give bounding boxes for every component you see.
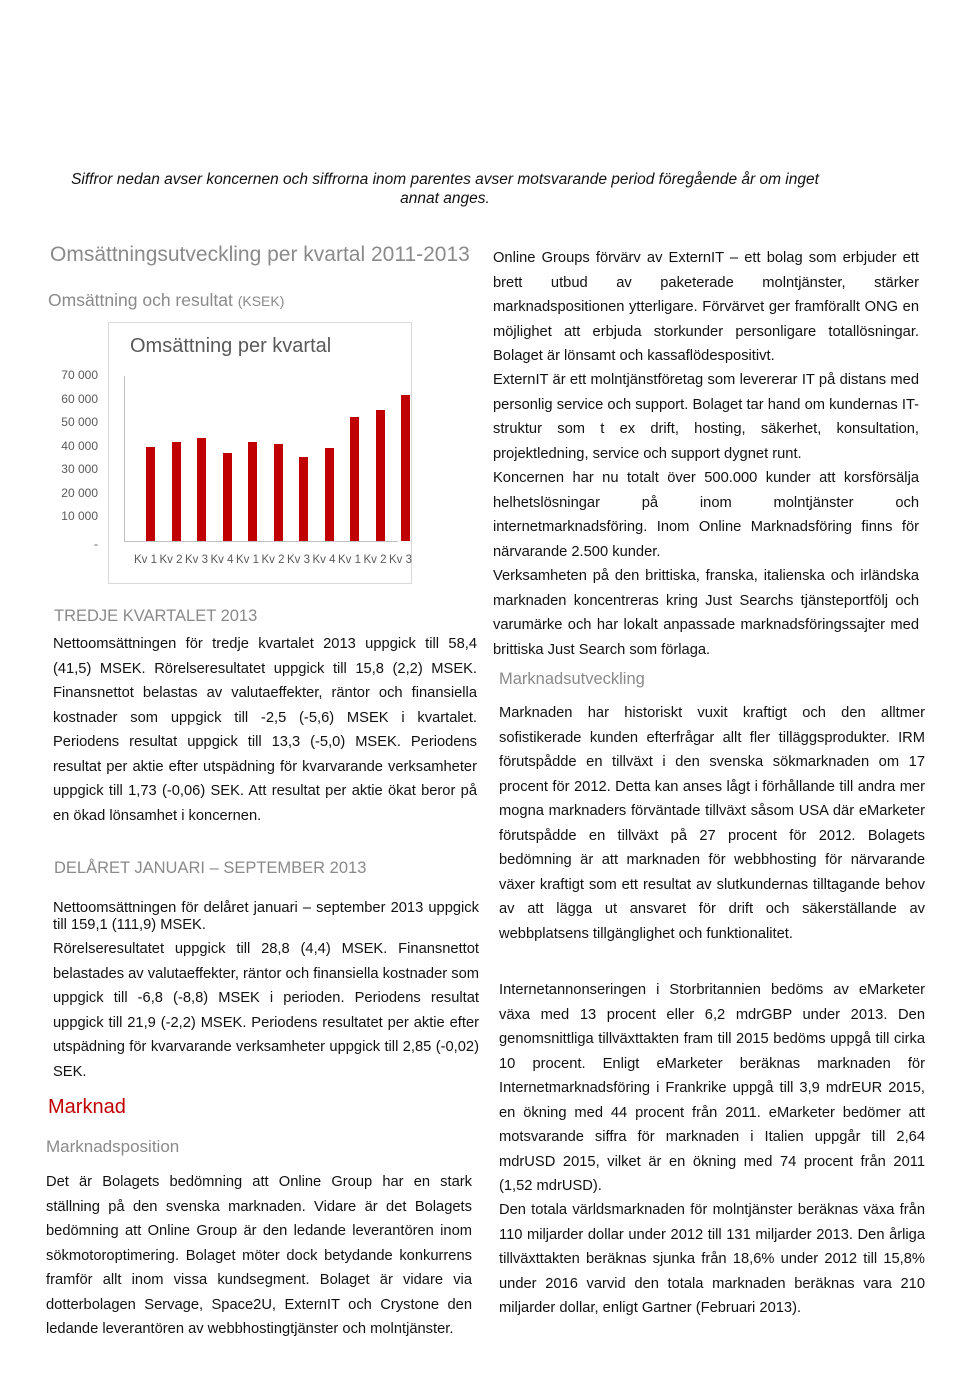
x-tick-label: Kv 3 <box>389 554 413 566</box>
marknadsposition-heading: Marknadsposition <box>46 1137 180 1156</box>
marknadsutveckling-heading: Marknadsutveckling <box>499 670 645 688</box>
x-tick-label: Kv 2 <box>159 554 183 566</box>
y-tick-label: 70 000 <box>61 368 98 382</box>
y-axis-line <box>124 376 125 541</box>
right-paragraph-5: Marknaden har historiskt vuxit kraftigt och den alltmer sofistikerade kunden efterfrågar allt fler tilläggsprodukter. IRM förutspådde en tillväxt i den svenska sökmarknaden om 17 procent för 2012. Detta kan anses lågt i förhållande till andra mer mogna marknaders förväntade tillväxt såsom USA där eMarketer förutspådde en tillväxt på 27 procent för 2012. Bolagets bedömning är att marknaden för webbhosting för närvarande växer kraftigt som ett resultat av slutkundernas tilltagande behov av att lägga ut ansvaret för drift och säkerställande av webbplatsens tillgänglighet och funktionalitet. <box>499 705 925 942</box>
y-tick-label: 10 000 <box>61 509 98 524</box>
x-tick-label: Kv 3 <box>287 554 311 566</box>
right-paragraph-7: Den totala världsmarknaden för molntjänster beräknas växa från 110 miljarder dollar under 2012 till 131 miljarder 2013. Den årliga tillväxttakten beräknas sjunka från 18,6% under 2012 till 15,8% under 2016 varvid den totala marknaden beräknas vara 210 miljarder dollar, enligt Gartner (Februari 2013). <box>499 1202 925 1316</box>
bar <box>248 442 257 541</box>
x-tick-label: Kv 4 <box>312 554 336 566</box>
marknad-heading: Marknad <box>48 1096 126 1118</box>
x-tick-label: Kv 2 <box>261 554 285 566</box>
subtitle-unit: (KSEK) <box>237 293 285 309</box>
chart-title: Omsättning per kvartal <box>130 335 332 357</box>
y-tick-label: - <box>94 537 98 551</box>
right-paragraph-6: Internetannonseringen i Storbritannien bedöms av eMarketer växa med 13 procent eller 6,2 mdrGBP under 2013. Den genomsnittliga tillväxttakten fram till 2015 bedöms uppgå till cirka 10 procent. Enligt eMarketer beräknas marknaden för Internetmarknadsföring i Frankrike uppgå till 3,9 mdrEUR 2015, en ökning med 44 procent från 2011. eMarketer bedömer att motsvarande siffra för marknaden i Italien uppgår till 2,64 mdrUSD 2015, vilket är en ökning med 74 procent från 2011 (1,52 mdrUSD). <box>499 982 925 1194</box>
intro-note: Siffror nedan avser koncernen och siffrorna inom parentes avser motsvarande period föregående år om inget annat anges. <box>71 170 819 207</box>
right-paragraph-2: ExternIT är ett molntjänstföretag som levererar IT på distans med personlig service och support. Bolaget tar hand om kundernas IT-struktur som t ex drift, hosting, säkerhet, konsultation, projektledning, service och support dygnet runt. <box>493 372 919 462</box>
q3-text: Nettoomsättningen för tredje kvartalet 2013 uppgick till 58,4 (41,5) MSEK. Rörelseresultatet uppgick till 15,8 (2,2) MSEK. Finansnettot belastas av valutaeffekter, räntor och finansiella kostnader som uppgick till -2,5 (-5,6) MSEK i kvartalet. Periodens resultat uppgick till 13,3 (-5,0) MSEK. Periodens resultat per aktie efter utspädning för kvarvarande verksamheter uppgick till 1,73 (-0,06) SEK. Att resultat per aktie ökat beror på en ökad lönsamhet i koncernen. <box>53 636 477 824</box>
bar <box>401 395 410 541</box>
y-tick-label: 50 000 <box>61 415 98 430</box>
y-tick-label: 30 000 <box>61 462 98 477</box>
right-paragraph-3: Koncernen har nu totalt över 500.000 kunder att korsförsälja helhetslösningar på inom molntjänster och internetmarknadsföring. Inom Online Marknadsföring finns för närvarande 2.500 kunder. <box>493 470 919 560</box>
bar <box>172 442 181 541</box>
y-tick-label: 20 000 <box>61 485 98 500</box>
marknadsposition-text: Det är Bolagets bedömning att Online Group har en stark ställning på den svenska marknaden. Vidare är det Bolagets bedömning att Online Group är den ledande leverantören inom sökmotoroptimering. Bolaget möter dock betydande konkurrens framför allt inom vissa kundsegment. Bolaget är vidare via dotterbolagen Servage, Space2U, ExternIT och Crystone den ledande leverantören av webbhostingtjänster och molntjänster. <box>46 1174 472 1337</box>
bar <box>223 453 232 541</box>
x-axis-line <box>124 541 398 542</box>
subtitle-text: Omsättning och resultat <box>48 290 233 310</box>
section-subtitle <box>48 290 284 311</box>
q3-heading: TREDJE KVARTALET 2013 <box>54 607 258 625</box>
x-tick-label: Kv 3 <box>185 554 209 566</box>
y-tick-label: 40 000 <box>61 438 98 453</box>
bar <box>325 448 334 541</box>
x-tick-label: Kv 4 <box>210 554 234 566</box>
right-paragraph-4: Verksamheten på den brittiska, franska, italienska och irländska marknaden koncentreras kring Just Searchs tjänsteportfölj och varumärke och har lokalt anpassade marknadsföringssajter med brittiska Just Search som förlaga. <box>493 568 919 658</box>
period-text-1: Nettoomsättningen för delåret januari – september 2013 uppgick till 159,1 (111,9) MSEK. <box>53 900 479 933</box>
page-title: Omsättningsutveckling per kvartal 2011-2013 <box>50 243 470 266</box>
right-paragraph-1: Online Groups förvärv av ExternIT – ett bolag som erbjuder ett brett utbud av paketerade molntjänster, stärker marknadspositionen ytterligare. Förvärvet ger framförallt ONG en möjlighet att erbjuda storkunder personligare totallösningar. Bolaget är lönsamt och kassaflödespositivt. <box>493 250 919 364</box>
bar <box>274 444 283 541</box>
x-tick-label: Kv 1 <box>338 554 362 566</box>
bar <box>146 447 155 541</box>
period-text-2: Rörelseresultatet uppgick till 28,8 (4,4) MSEK. Finansnettot belastades av valutaeffekter, räntor och finansiella kostnader som uppgick till -6,8 (-8,8) MSEK i perioden. Periodens resultat uppgick till 21,9 (-2,2) MSEK. Periodens resultatet per aktie efter utspädning för kvarvarande verksamheter uppgick till 2,85 (-0,02) SEK. <box>53 941 479 1080</box>
bar <box>376 410 385 541</box>
bar <box>299 457 308 541</box>
period-heading: DELÅRET JANUARI – SEPTEMBER 2013 <box>54 859 367 877</box>
x-tick-label: Kv 1 <box>134 554 158 566</box>
x-tick-label: Kv 1 <box>236 554 260 566</box>
bar <box>350 417 359 541</box>
y-tick-label: 60 000 <box>61 391 98 406</box>
bar <box>197 438 206 541</box>
x-tick-label: Kv 2 <box>363 554 387 566</box>
